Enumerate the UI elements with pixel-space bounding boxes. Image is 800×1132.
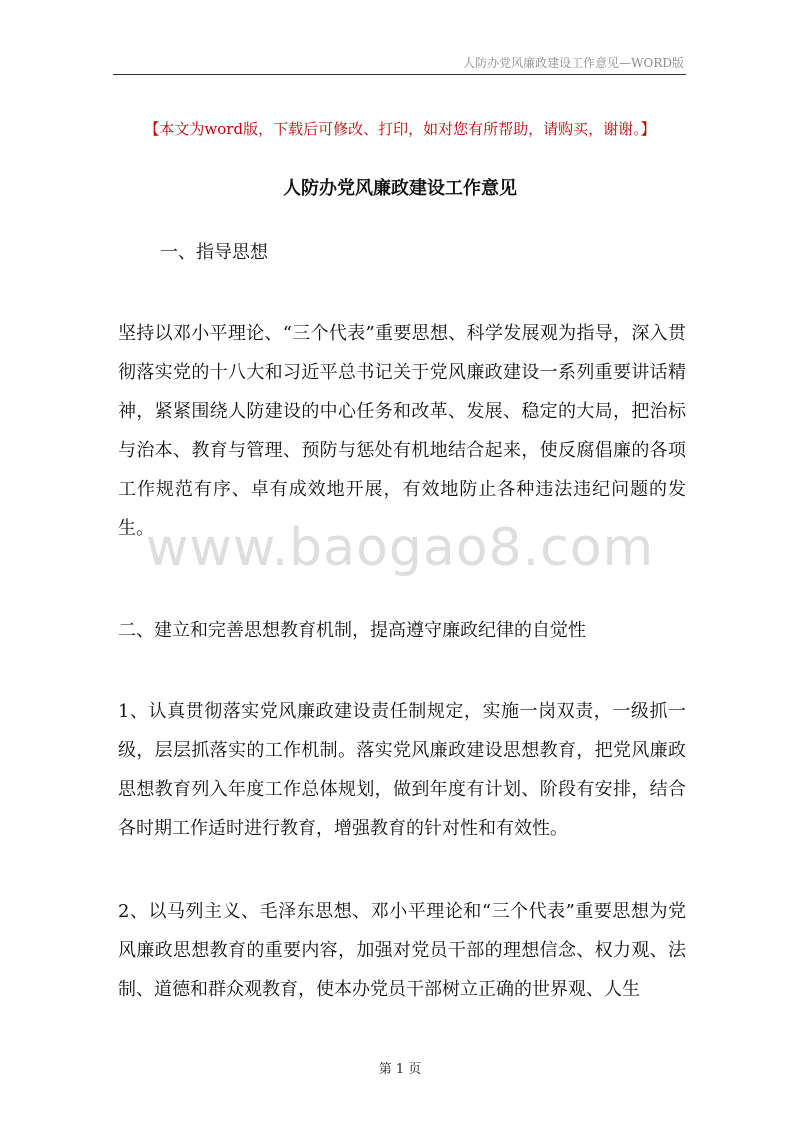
document-title: 人防办党风廉政建设工作意见	[283, 178, 517, 199]
paragraph-guiding-ideology: 坚持以邓小平理论、“三个代表”重要思想、科学发展观为指导，深入贯彻落实党的十八大和习近平总书记关于党风廉政建设一系列重要讲话精神，紧紧围绕人防建设的中心任务和改革、发展、稳定的大局，把治标与治本、教育与管理、预防与惩处有机地结合起来，使反腐倡廉的各项工作规范有序、卓有成效地开展，有效地防止各种违法违纪问题的发生。	[118, 323, 686, 539]
page-number: 第 1 页	[378, 1062, 422, 1077]
download-notice: 【本文为word版，下载后可修改、打印，如对您有所帮助，请购买，谢谢。】	[144, 120, 656, 138]
paragraph-item-1: 1、认真贯彻落实党风廉政建设责任制规定，实施一岗双责，一级抓一级，层层抓落实的工作机制。落实党风廉政建设思想教育，把党风廉政思想教育列入年度工作总体规划，做到年度有计划、阶段有安排，结合各时期工作适时进行教育，增强教育的针对性和有效性。	[118, 701, 686, 839]
running-header: 人防办党风廉政建设工作意见—WORD版	[463, 56, 684, 70]
header-divider	[113, 74, 686, 75]
section-heading-1: 一、指导思想	[160, 242, 268, 263]
section-heading-2: 二、建立和完善思想教育机制，提高遵守廉政纪律的自觉性	[118, 620, 586, 641]
watermark: www.baogao8.com	[145, 518, 655, 578]
paragraph-item-2: 2、以马列主义、毛泽东思想、邓小平理论和“三个代表”重要思想为党风廉政思想教育的重要内容，加强对党员干部的理想信念、权力观、法制、道德和群众观教育，使本办党员干部树立正确的世界观、人生	[118, 901, 686, 1000]
